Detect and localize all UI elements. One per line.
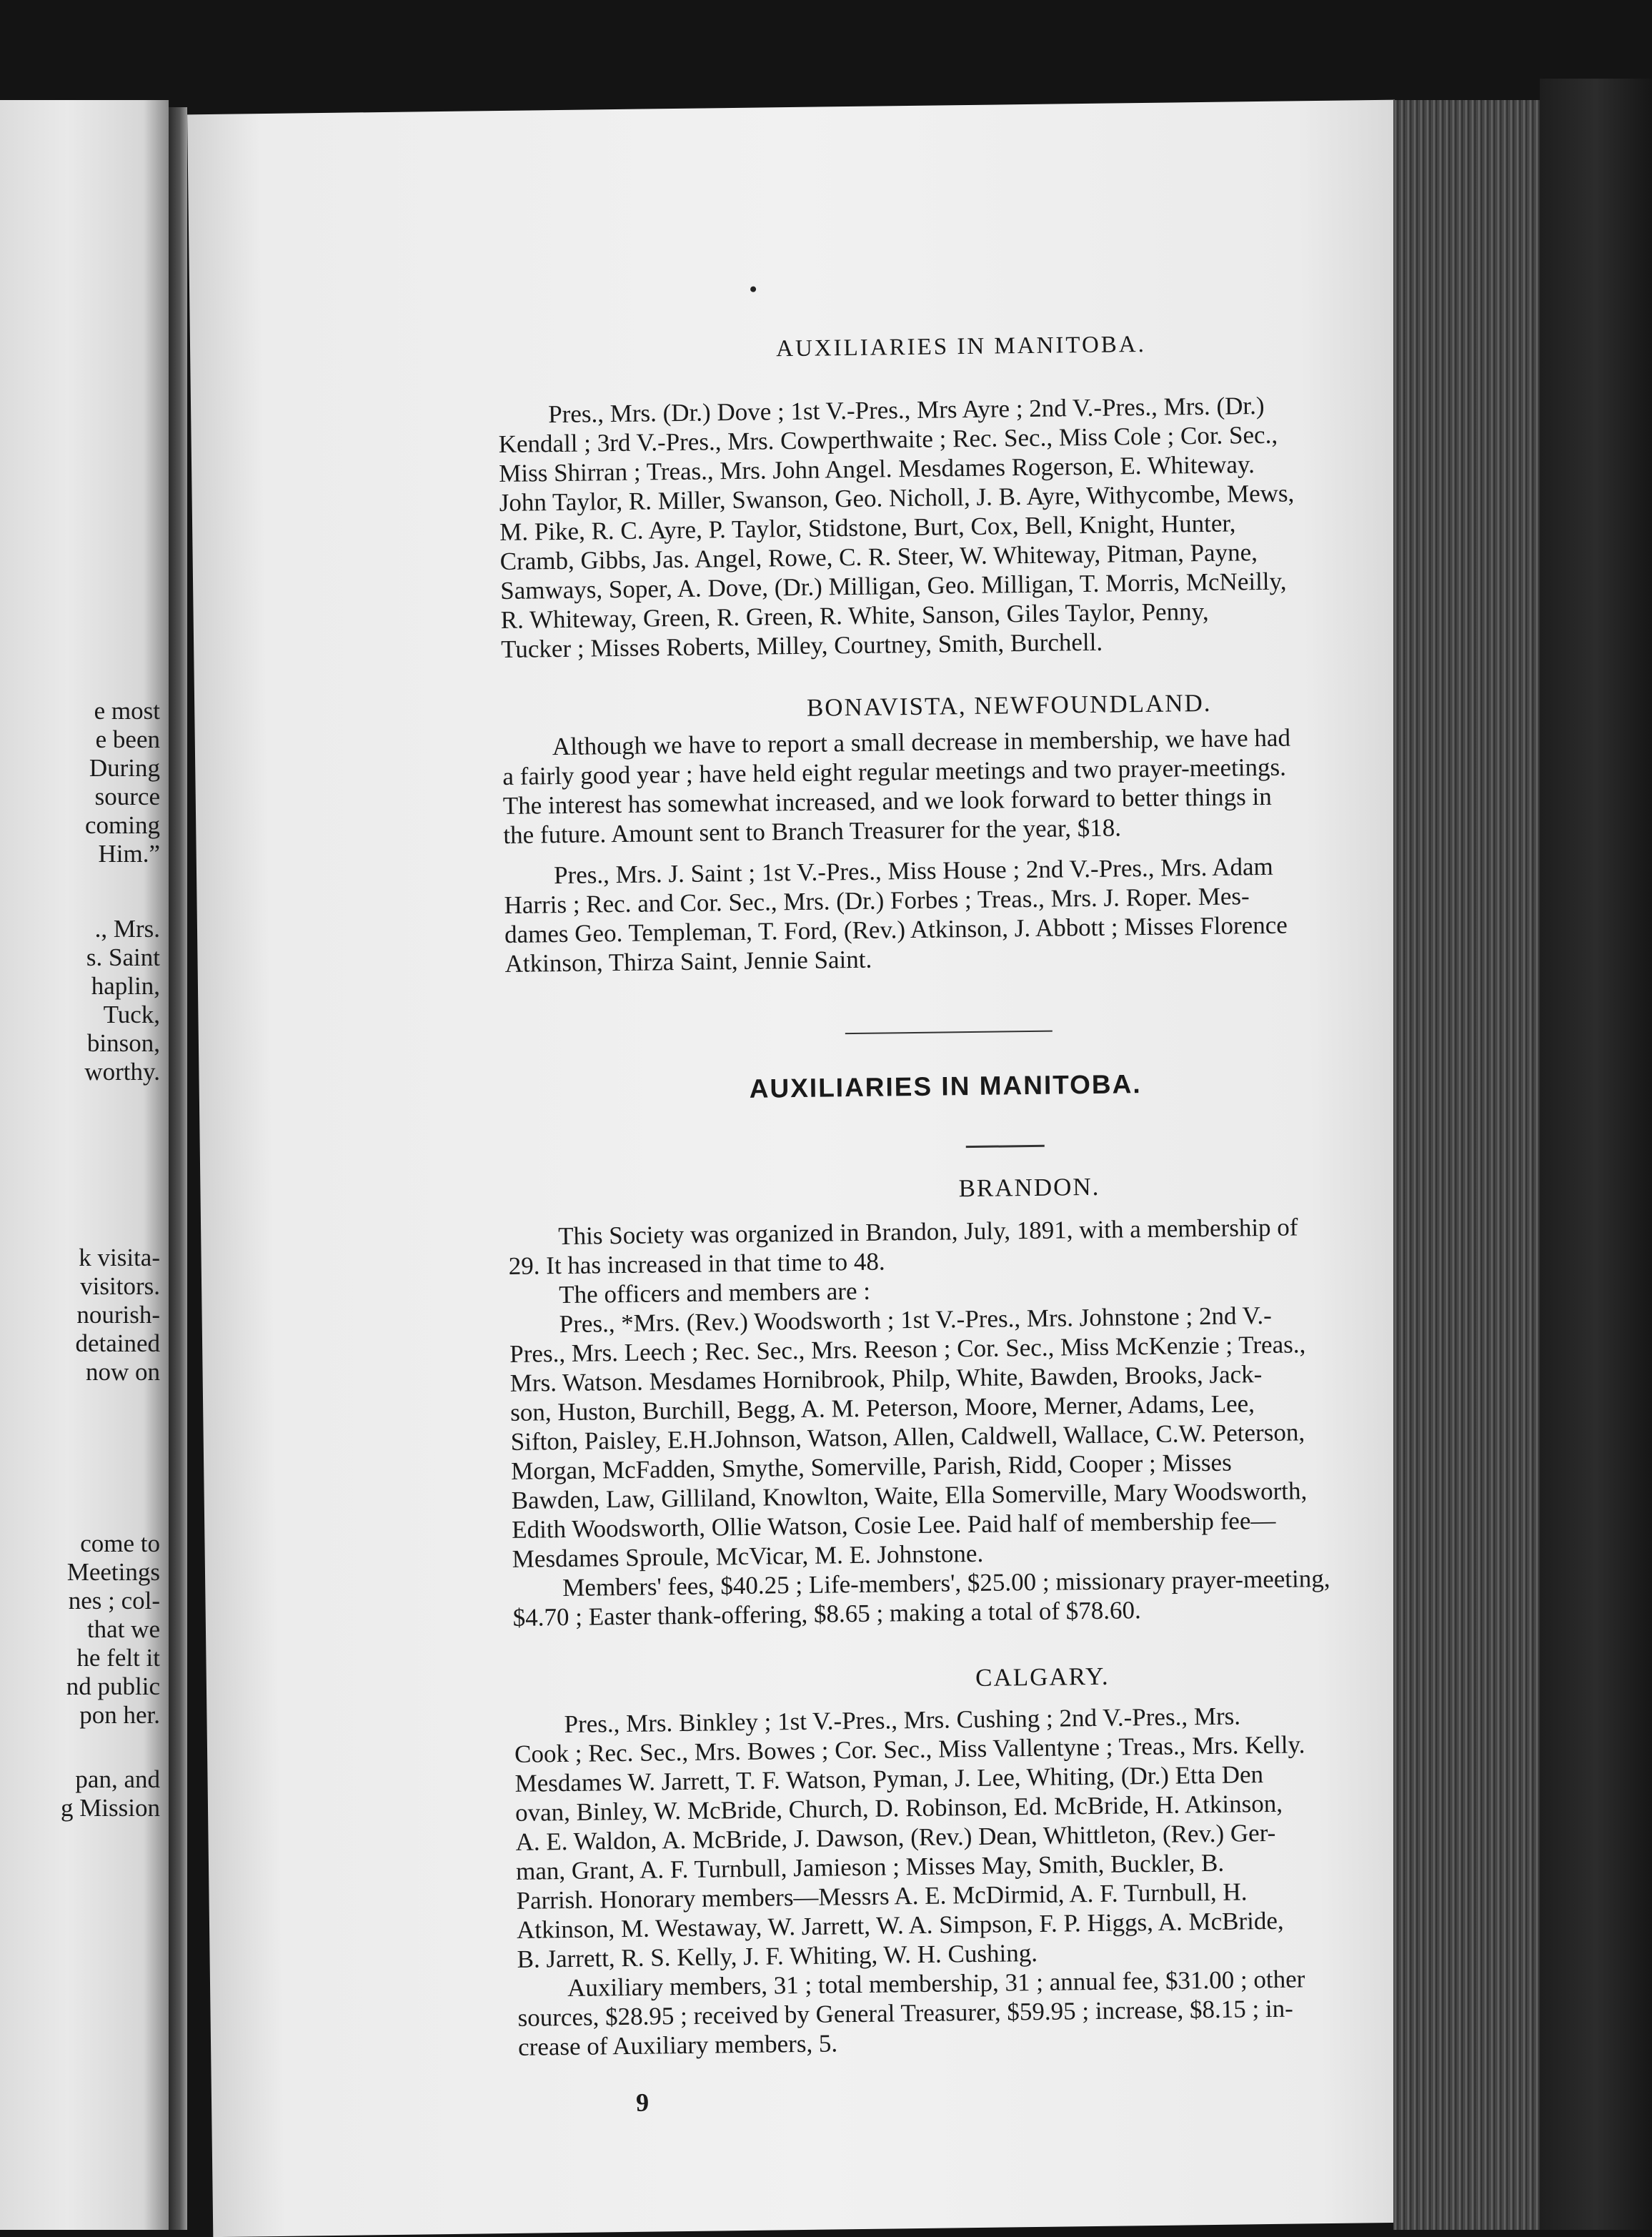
left-page-fragment: e most [94, 697, 160, 725]
text-line: sources, $28.95 ; received by General Treasurer, $59.95 ; increase, $8.15 ; in- [517, 1994, 1294, 2032]
text-line: Edith Woodsworth, Ollie Watson, Cosie Lee. Paid half of membership fee— [512, 1506, 1276, 1544]
text-line: John Taylor, R. Miller, Swanson, Geo. Nicholl, J. B. Ayre, Withycombe, Mews, [499, 479, 1295, 517]
text-line: Atkinson, M. Westaway, W. Jarrett, W. A. Simpson, F. P. Higgs, A. McBride, [516, 1906, 1284, 1944]
calgary-heading: CALGARY. [975, 1662, 1110, 1692]
text-line: Sifton, Paisley, E.H.Johnson, Watson, Allen, Caldwell, Wallace, C.W. Peterson, [510, 1418, 1305, 1456]
left-page-fragment: worthy. [84, 1058, 160, 1086]
signature-mark: 9 [635, 2088, 650, 2117]
text-line: man, Grant, A. F. Turnbull, Jamieson ; Misses May, Smith, Buckler, B. [515, 1848, 1225, 1885]
text-line: Parrish. Honorary members—Messrs A. E. McDirmid, A. F. Turnbull, H. [516, 1878, 1248, 1915]
text-line: Members' fees, $40.25 ; Life-members', $25.00 ; missionary prayer-meeting, [562, 1564, 1330, 1602]
left-page-fragment: ., Mrs. [94, 915, 160, 943]
left-page-fragment: g Mission [60, 1794, 160, 1822]
left-page-fragment: e been [95, 725, 160, 753]
text-line: Mesdames Sproule, McVicar, M. E. Johnstone. [512, 1539, 984, 1573]
left-page-fragment: binson, [86, 1029, 160, 1057]
text-line: Although we have to report a small decrease in membership, we have had [552, 723, 1291, 761]
ink-dot [750, 287, 756, 292]
text-line: Mrs. Watson. Mesdames Hornibrook, Philp, White, Bawden, Brooks, Jack- [509, 1360, 1263, 1397]
bonavista-paragraph [502, 720, 1504, 850]
text-line: Cramb, Gibbs, Jas. Angel, Rowe, C. R. Steer, W. Whiteway, Pitman, Payne, [499, 538, 1258, 576]
text-line: Auxiliary members, 31 ; total membership, 31 ; annual fee, $31.00 ; other [567, 1965, 1305, 2003]
left-page-fragment: pan, and [75, 1765, 160, 1793]
left-page-fragment: visitors. [80, 1272, 160, 1300]
text-line: Pres., *Mrs. (Rev.) Woodsworth ; 1st V.-Pres., Mrs. Johnstone ; 2nd V.- [559, 1301, 1272, 1339]
left-page-fragment: Tuck, [103, 1001, 160, 1028]
text-line: Pres., Mrs. Binkley ; 1st V.-Pres., Mrs. Cushing ; 2nd V.-Pres., Mrs. [564, 1702, 1241, 1739]
text-line: $4.70 ; Easter thank-offering, $8.65 ; making a total of $78.60. [512, 1596, 1142, 1632]
text-line: Mesdames W. Jarrett, T. F. Watson, Pyman, J. Lee, Whiting, (Dr.) Etta Den [514, 1760, 1264, 1797]
left-page-fragment: nes ; col- [68, 1587, 160, 1614]
left-page-fragment: Meetings [66, 1558, 160, 1586]
calgary-body [514, 1698, 1518, 2062]
text-line: Pres., Mrs. (Dr.) Dove ; 1st V.-Pres., Mrs Ayre ; 2nd V.-Pres., Mrs. (Dr.) [547, 391, 1265, 429]
left-page-fragment: During [89, 754, 160, 782]
left-page-fragment: source [94, 783, 160, 810]
text-line: Atkinson, Thirza Saint, Jennie Saint. [504, 945, 872, 978]
text-line: a fairly good year ; have held eight regular meetings and two prayer-meetings. [502, 753, 1287, 790]
text-line: Tucker ; Misses Roberts, Milley, Courtney, Smith, Burchell. [500, 628, 1103, 664]
left-page-fragment: coming [85, 811, 160, 839]
text-line: ovan, Binley, W. McBride, Church, D. Robinson, Ed. McBride, H. Atkinson, [514, 1789, 1283, 1827]
left-page-fragment: nourish- [76, 1301, 160, 1329]
left-page-fragment: that we [86, 1615, 160, 1643]
page-edges [1393, 100, 1540, 2230]
text-line: crease of Auxiliary members, 5. [517, 2029, 838, 2061]
left-page-fragment: now on [85, 1358, 160, 1386]
left-page-fragment: k visita- [79, 1244, 160, 1271]
text-line: Bawden, Law, Gilliland, Knowlton, Waite, Ella Somerville, Mary Woodsworth, [511, 1477, 1308, 1514]
book-cover [1540, 79, 1652, 2230]
text-line: M. Pike, R. C. Ayre, P. Taylor, Stidstone, Burt, Cox, Bell, Knight, Hunter, [499, 509, 1236, 547]
text-line: dames Geo. Templeman, T. Ford, (Rev.) Atkinson, J. Abbott ; Misses Florence [504, 911, 1288, 948]
text-line: Samways, Soper, A. Dove, (Dr.) Milligan, Geo. Milligan, T. Morris, McNeilly, [499, 567, 1287, 605]
left-page-fragment: Him.” [98, 840, 160, 868]
main-page [187, 100, 1420, 2237]
text-line: the future. Amount sent to Branch Treasurer for the year, $18. [503, 813, 1122, 849]
text-line: The officers and members are : [559, 1276, 871, 1309]
left-page-fragment: detained [75, 1329, 160, 1357]
left-page-fragment: haplin, [91, 972, 160, 1000]
text-line: Cook ; Rec. Sec., Mrs. Bowes ; Cor. Sec., Miss Vallentyne ; Treas., Mrs. Kelly. [514, 1730, 1305, 1768]
text-line: Miss Shirran ; Treas., Mrs. John Angel. Mesdames Rogerson, E. Whiteway. [498, 450, 1255, 488]
bonavista-officers [504, 849, 1506, 978]
brandon-heading: BRANDON. [958, 1172, 1100, 1203]
text-line: Kendall ; 3rd V.-Pres., Mrs. Cowperthwaite ; Rec. Sec., Miss Cole ; Cor. Sec., [498, 420, 1278, 459]
top-block-officers [498, 388, 1501, 664]
running-head: AUXILIARIES IN MANITOBA. [775, 331, 1147, 362]
left-page-fragment: s. Saint [86, 943, 160, 971]
divider-rule [845, 1031, 1053, 1035]
book-gutter [169, 107, 187, 2230]
text-line: Pres., Mrs. J. Saint ; 1st V.-Pres., Miss House ; 2nd V.-Pres., Mrs. Adam [553, 852, 1273, 890]
text-line: son, Huston, Burchill, Begg, A. M. Peterson, Moore, Merner, Adams, Lee, [510, 1389, 1255, 1427]
left-page-fragment: he felt it [76, 1644, 160, 1672]
left-page-fragment: nd public [66, 1672, 160, 1700]
text-line: B. Jarrett, R. S. Kelly, J. F. Whiting, W. H. Cushing. [517, 1938, 1038, 1973]
text-line: 29. It has increased in that time to 48. [508, 1247, 885, 1280]
text-line: Harris ; Rec. and Cor. Sec., Mrs. (Dr.) Forbes ; Treas., Mrs. J. Roper. Mes- [504, 882, 1250, 919]
bonavista-heading: BONAVISTA, NEWFOUNDLAND. [806, 688, 1212, 722]
text-line: The interest has somewhat increased, and we look forward to better things in [502, 782, 1273, 820]
left-page [0, 100, 169, 2230]
text-line: Morgan, McFadden, Smythe, Somerville, Parish, Ridd, Cooper ; Misses [511, 1448, 1232, 1485]
left-page-fragment: pon her. [79, 1701, 160, 1729]
text-line: Pres., Mrs. Leech ; Rec. Sec., Mrs. Reeson ; Cor. Sec., Miss McKenzie ; Treas., [509, 1330, 1306, 1368]
text-line: R. Whiteway, Green, R. Green, R. White, Sanson, Giles Taylor, Penny, [500, 597, 1209, 635]
text-line: A. E. Waldon, A. McBride, J. Dawson, (Rev.) Dean, Whittleton, (Rev.) Ger- [515, 1818, 1276, 1856]
short-rule [966, 1145, 1045, 1148]
left-page-fragment: come to [80, 1529, 160, 1557]
brandon-body [508, 1210, 1513, 1632]
section-title: AUXILIARIES IN MANITOBA. [749, 1069, 1142, 1103]
text-line: This Society was organized in Brandon, July, 1891, with a membership of [558, 1213, 1298, 1251]
